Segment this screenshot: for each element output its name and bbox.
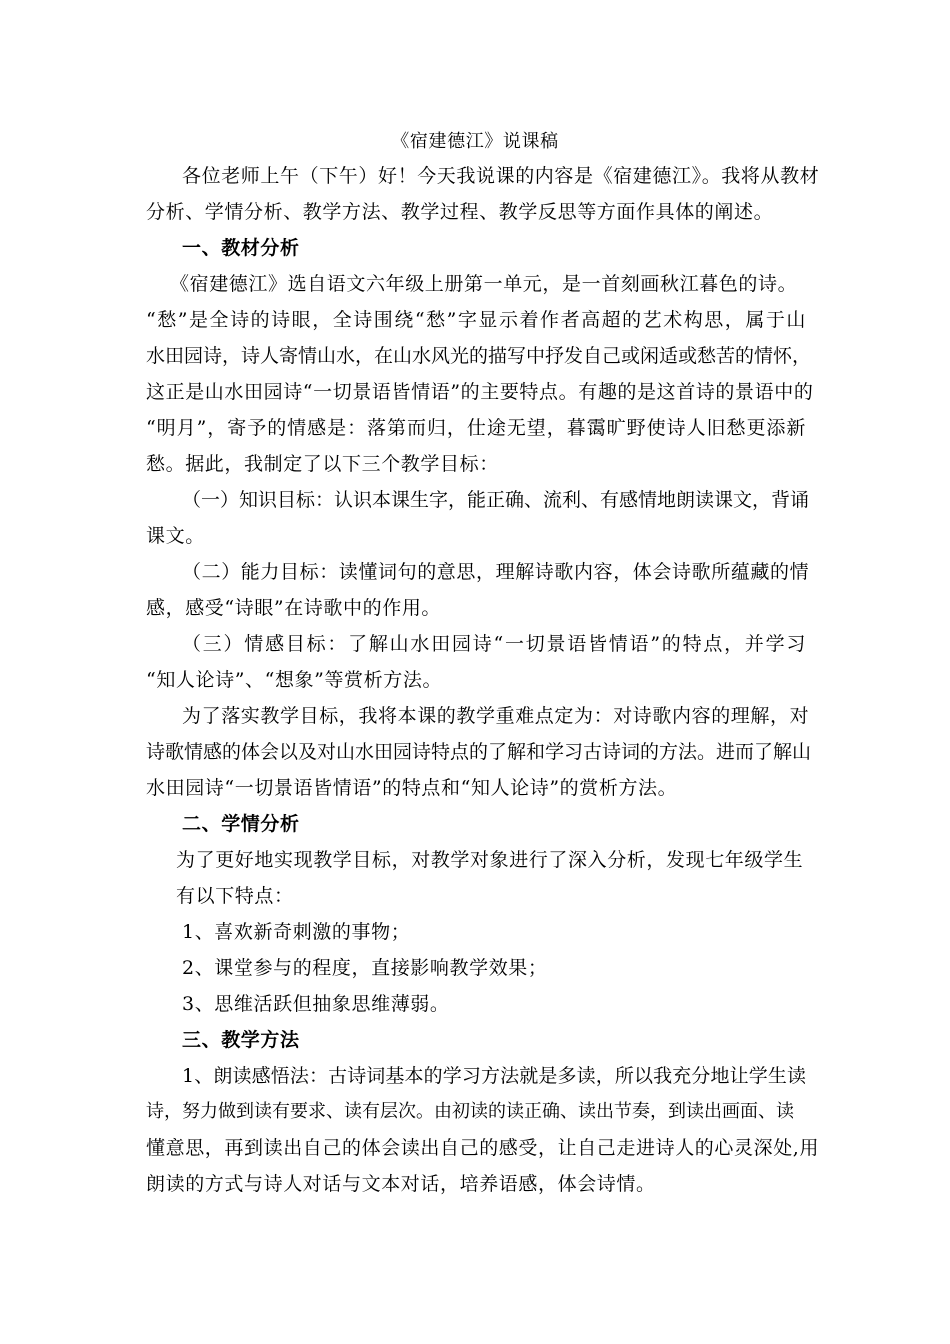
section-heading: 三、教学方法 (182, 1029, 300, 1051)
paragraph-line: 1、朗读感悟法：古诗词基本的学习方法就是多读，所以我充分地让学生读 (182, 1065, 806, 1087)
paragraph-line: 有以下特点： (176, 885, 294, 907)
paragraph-line: 各位老师上午（下午）好！今天我说课的内容是《宿建德江》。我将从教材 (182, 165, 820, 187)
paragraph-line: 懂意思，再到读出自己的体会读出自己的感受，让自己走进诗人的心灵深处,用 (146, 1137, 820, 1159)
paragraph-line: “愁”是全诗的诗眼，全诗围绕“愁”字显示着作者高超的艺术构思，属于山 (146, 309, 806, 331)
paragraph-line: 水田园诗“一切景语皆情语”的特点和“知人论诗”的赏析方法。 (146, 777, 678, 799)
paragraph-line: （二）能力目标：读懂词句的意思，理解诗歌内容，体会诗歌所蕴藏的情 (182, 561, 810, 583)
paragraph-line: 愁。据此，我制定了以下三个教学目标： (146, 453, 499, 475)
paragraph-line: 分析、学情分析、教学方法、教学过程、教学反思等方面作具体的阐述。 (146, 201, 774, 223)
paragraph-line: 诗歌情感的体会以及对山水田园诗特点的了解和学习古诗词的方法。进而了解山 (146, 741, 812, 763)
list-item: 1、喜欢新奇刺激的事物； (182, 921, 411, 943)
section-heading: 二、学情分析 (182, 813, 300, 835)
paragraph-line: “明月”，寄予的情感是：落第而归，仕途无望，暮霭旷野使诗人旧愁更添新 (146, 417, 806, 439)
paragraph-line: “知人论诗”、“想象”等赏析方法。 (146, 669, 443, 691)
list-item: 2、课堂参与的程度，直接影响教学效果； (182, 957, 548, 979)
paragraph-line: 水田园诗，诗人寄情山水，在山水风光的描写中抒发自己或闲适或愁苦的情怀， (146, 345, 812, 367)
paragraph-line: 为了落实教学目标，我将本课的教学重难点定为：对诗歌内容的理解，对 (182, 705, 810, 727)
paragraph-line: 诗，努力做到读有要求、读有层次。由初读的读正确、读出节奏，到读出画面、读 (146, 1101, 794, 1122)
paragraph-line: 朗读的方式与诗人对话与文本对话，培养语感，体会诗情。 (146, 1173, 656, 1195)
section-heading: 一、教材分析 (182, 237, 300, 259)
paragraph-line: （一）知识目标：认识本课生字，能正确、流利、有感情地朗读课文，背诵 (182, 489, 810, 511)
paragraph-line: 为了更好地实现教学目标，对教学对象进行了深入分析，发现七年级学生 (176, 849, 804, 871)
paragraph-line: 课文。 (146, 525, 205, 547)
paragraph-line: 这正是山水田园诗“一切景语皆情语”的主要特点。有趣的是这首诗的景语中的 (146, 381, 814, 403)
paragraph-line: 感，感受“诗眼”在诗歌中的作用。 (146, 597, 442, 619)
paragraph-line: 《宿建德江》选自语文六年级上册第一单元，是一首刻画秋江暮色的诗。 (170, 273, 798, 295)
paragraph-line: （三）情感目标：了解山水田园诗“一切景语皆情语”的特点，并学习 (182, 633, 806, 655)
list-item: 3、思维活跃但抽象思维薄弱。 (182, 993, 450, 1015)
document-title: 《宿建德江》说课稿 (391, 131, 559, 152)
